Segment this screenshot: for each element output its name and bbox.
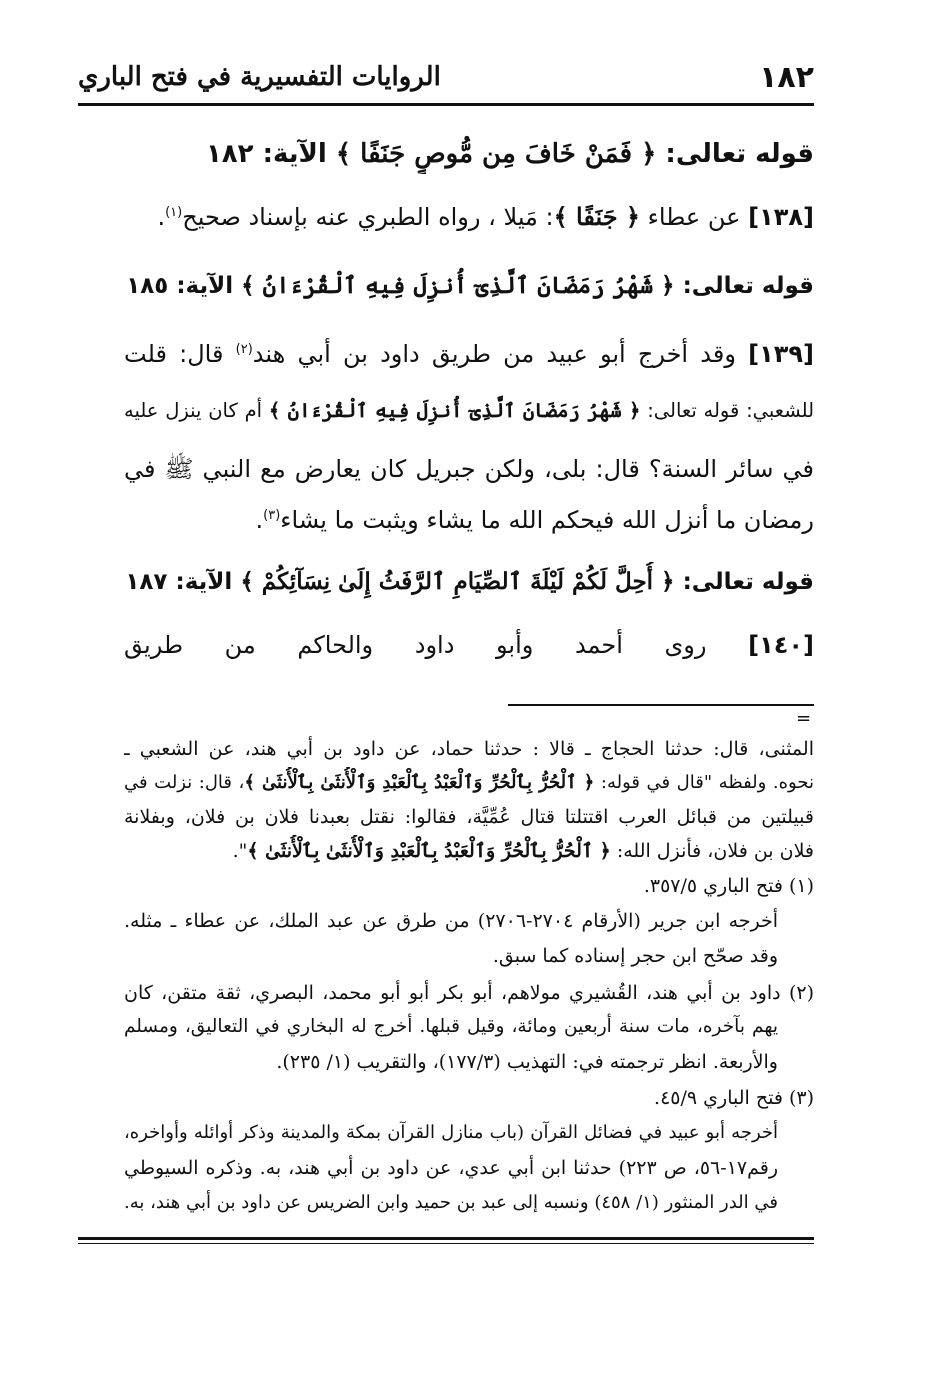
quran-quote: ﴿ شَهْرُ رَمَضَانَ ٱلَّذِىٓ أُنزِلَ فِيهِ ٱلْقُرْءَانُ ﴾ (241, 272, 675, 299)
footnote-text: المثنى، قال: حدثنا الحجاج ـ قالا : حدثنا حماد، عن داود بن أبي هند، عن الشعبي ـ (124, 738, 814, 760)
footnote-2-line-1 (124, 977, 814, 1009)
narration-number: [١٤٠] (748, 631, 814, 659)
verse-heading-187 (124, 562, 814, 602)
narration-text: : مَيلا ، رواه الطبري عنه بإسناد صحيح (182, 203, 554, 231)
footnote-cont-line-1 (124, 733, 814, 765)
quran-quote: ﴿ أُحِلَّ لَكُمْ لَيْلَةَ ٱلصِّيَامِ ٱلرَّفَثُ إِلَىٰ نِسَآئِكُمْ ﴾ (240, 568, 675, 595)
narration-text: للشعبي: قوله تعالى: (647, 399, 814, 422)
narration-139-line-4 (124, 500, 814, 540)
footnote-text: نحوه. ولفظه "قال في قوله: (600, 772, 814, 793)
footnote-text: رقم١٧-٥٦، ص ٢٢٣) حدثنا ابن أبي عدي، عن داود بن أبي هند، به. وذكره السيوطي (124, 1157, 778, 1179)
punctuation: . (157, 203, 166, 231)
footnote-text: أخرجه أبو عبيد في فضائل القرآن (باب منازل القرآن بمكة والمدينة وذكر أوائله وأواخره، (124, 1122, 778, 1143)
footnote-cont-line-2 (124, 767, 814, 799)
book-title: الروايات التفسيرية في فتح الباري (78, 62, 441, 92)
running-header (78, 58, 814, 102)
footnote-3-line-2 (124, 1152, 778, 1184)
footnote-text: فلان بن فلان، فأنزل الله: (616, 840, 814, 862)
footnote-text: يهم بآخره، مات سنة أربعين ومائة، وقيل قبلها. أخرج له البخاري في التعاليق، ومسلم (124, 1016, 778, 1037)
footnote-cont-line-4 (124, 835, 814, 867)
footnote-1-line-2 (124, 940, 778, 972)
verse-ref: الآية: ١٨٢ (205, 139, 327, 169)
footnote-text: أخرجه ابن جرير (الأرقام ٢٧٠٤-٢٧٠٦) من طرق عن عبد الملك، عن عطاء ـ مثله. (124, 910, 778, 932)
heading-label: قوله تعالى: (682, 569, 814, 595)
continuation-marker: = (796, 708, 812, 729)
footnote-text: في الدر المنثور (١/ ٤٥٨) ونسبه إلى عبد بن حميد وابن الضريس عن داود بن أبي هند، به. (124, 1192, 778, 1213)
narration-text: في سائر السنة؟ قال: بلى، ولكن جبريل كان يعارض مع النبي ﷺ في (124, 455, 814, 483)
verse-heading-185 (124, 266, 814, 306)
footnote-ref[interactable]: (٢) (235, 342, 253, 357)
verse-ref: الآية: ١٨٥ (126, 273, 234, 299)
footnote-text: وقد صحّح ابن حجر إسناده كما سبق. (492, 945, 778, 967)
narration-138 (124, 197, 814, 237)
footnote-ref[interactable]: (١) (165, 205, 183, 220)
footnote-3-head (124, 1082, 814, 1114)
narration-text: روى أحمد وأبو داود والحاكم من طريق (124, 631, 707, 659)
heading-label: قوله تعالى: (682, 273, 814, 299)
narration-number: [١٣٨] (748, 203, 814, 231)
footnote-text: (١) فتح الباري ٣٥٧/٥. (643, 875, 814, 897)
punctuation: . (255, 506, 264, 534)
footnote-3-line-3 (124, 1187, 778, 1219)
quran-quote: ﴿ فَمَنْ خَافَ مِن مُّوصٍ جَنَفًا ﴾ (335, 139, 657, 169)
narration-text: وقد أخرج أبو عبيد من طريق داود بن أبي هند (252, 340, 736, 368)
footnote-text: ". (232, 840, 248, 862)
narration-text: عن عطاء (647, 203, 741, 231)
narration-text: رمضان ما أنزل الله فيحكم الله ما يشاء ويثبت ما يشاء (280, 506, 814, 534)
quran-quote: ﴿ ٱلْحُرُّ بِٱلْحُرِّ وَٱلْعَبْدُ بِٱلْعَبْدِ وَٱلْأُنثَىٰ بِٱلْأُنثَىٰ ﴾ (247, 840, 611, 862)
footnote-1-line-1 (124, 905, 778, 937)
footnote-text: ، قال: نزلت في (124, 772, 245, 793)
quran-quote: ﴿ ٱلْحُرُّ بِٱلْحُرِّ وَٱلْعَبْدُ بِٱلْعَبْدِ وَٱلْأُنثَىٰ بِٱلْأُنثَىٰ ﴾ (244, 772, 595, 793)
footnote-2-line-3 (124, 1046, 778, 1078)
footnote-text: قبيلتين من قبائل العرب اقتتلتا قتال عُمِّيَّة، فقالوا: نقتل بعبدنا فلان بن فلان، وبفلانة (124, 806, 814, 828)
narration-139-line-3 (124, 449, 814, 489)
footnote-text: (٢) داود بن أبي هند، القُشيري مولاهم، أبو بكر أبو أبو محمد، البصري، ثقة متقن، كان (124, 982, 814, 1004)
footer-rule-thin (78, 1243, 814, 1244)
heading-label: قوله تعالى: (665, 139, 814, 169)
footnote-ref[interactable]: (٣) (263, 508, 281, 523)
footnote-cont-line-3 (124, 801, 814, 833)
verse-heading-182 (124, 134, 814, 174)
footnote-2-line-2 (124, 1011, 778, 1043)
footnote-separator (508, 704, 814, 706)
header-rule (78, 103, 814, 106)
verse-ref: الآية: ١٨٧ (125, 569, 233, 595)
narration-140 (124, 625, 814, 665)
narration-139-line-1 (124, 334, 814, 374)
quran-quote: ﴿ شَهْرُ رَمَضَانَ ٱلَّذِىٓ أُنزِلَ فِيهِ ٱلْقُرْءَانُ ﴾ (268, 399, 641, 422)
page-number: ١٨٢ (759, 60, 814, 95)
footnote-text: (٣) فتح الباري ٤٥/٩. (654, 1087, 814, 1109)
narration-number: [١٣٩] (748, 340, 814, 368)
footnote-1-head (124, 870, 814, 902)
narration-text: أم كان ينزل عليه (124, 399, 263, 422)
narration-139-line-2 (124, 391, 814, 431)
narration-text: قال: قلت (124, 340, 224, 368)
footnote-3-line-1 (124, 1117, 778, 1149)
footnote-text: والأربعة. انظر ترجمته في: التهذيب (١٧٧/٣)، والتقريب (١/ ٢٣٥). (276, 1051, 778, 1073)
quran-quote: ﴿ جَنَفًا ﴾ (553, 202, 640, 231)
footer-rule-thick (78, 1237, 814, 1240)
